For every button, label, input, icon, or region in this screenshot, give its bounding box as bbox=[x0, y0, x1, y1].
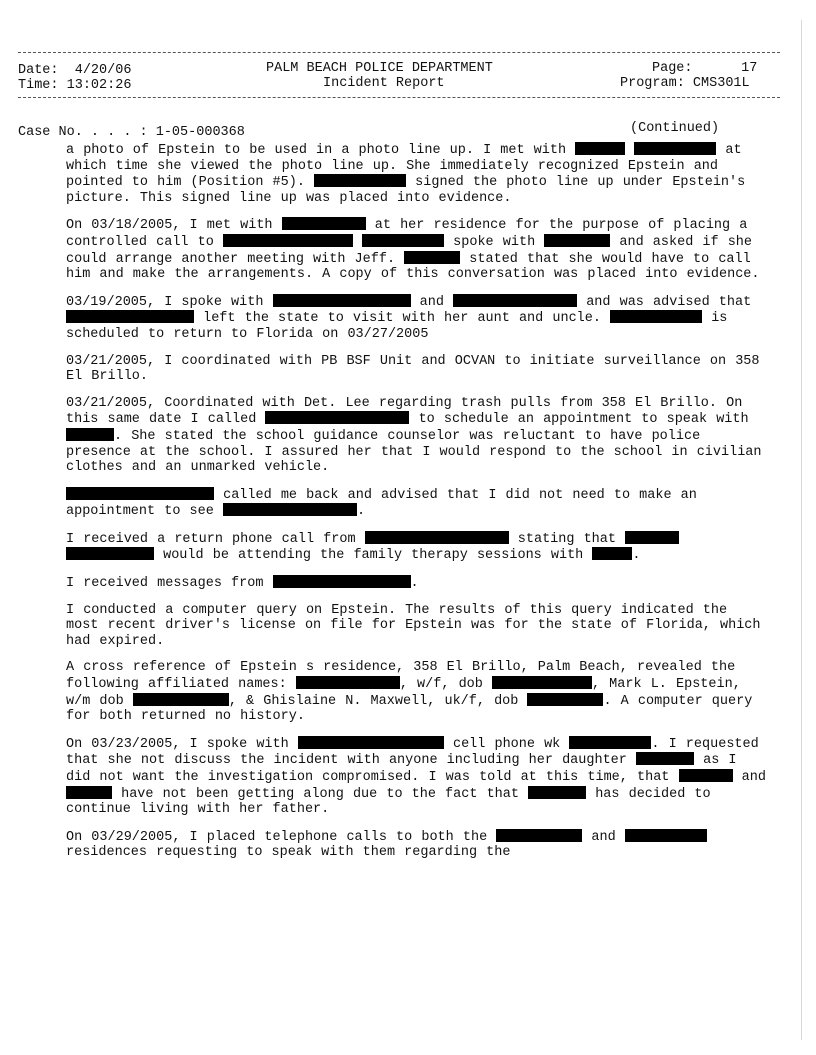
redaction-block bbox=[453, 294, 577, 307]
redaction-block bbox=[66, 786, 112, 799]
narrative-paragraph: On 03/18/2005, I met with at her residence for the purpose of placing a controlled call to spoke with and asked if she could arrange another meeting with Jeff. stated that she would have to call him and make the arrangements. A copy of this conversation was placed into evidence. bbox=[66, 218, 760, 283]
program-label: Program: bbox=[620, 76, 685, 91]
redaction-block bbox=[273, 294, 411, 307]
redaction-block bbox=[625, 531, 679, 544]
redaction-block bbox=[575, 142, 625, 155]
time-row bbox=[18, 79, 131, 93]
narrative-paragraph: 03/19/2005, I spoke with and and was advised that left the state to visit with her aunt and uncle. is scheduled to return to Florida on 03/27/2005 bbox=[66, 294, 752, 342]
redaction-block bbox=[636, 752, 694, 765]
case-label: Case No. . . . : bbox=[18, 125, 148, 140]
narrative-paragraph: called me back and advised that I did not need to make an appointment to see . bbox=[66, 487, 697, 520]
narrative-paragraph: 03/21/2005, Coordinated with Det. Lee regarding trash pulls from 358 El Brillo. On this same date I called to schedule an appointment to speak with . She stated the school guidance counselor was reluctant to have police presence at the school. I assured her that I would respond to the school in civilian clothes and an unmarked vehicle. bbox=[66, 395, 762, 476]
redaction-block bbox=[365, 531, 509, 544]
redaction-block bbox=[625, 829, 707, 842]
narrative-paragraph: I received a return phone call from stating that would be attending the family therapy sessions with . bbox=[66, 531, 766, 564]
date-label: Date: bbox=[18, 63, 59, 78]
scan-edge-line bbox=[801, 20, 802, 1040]
narrative-paragraph: I received messages from . bbox=[66, 576, 419, 592]
page-row bbox=[652, 62, 757, 76]
redaction-block bbox=[66, 487, 214, 500]
redaction-block bbox=[223, 503, 357, 516]
redaction-block bbox=[528, 786, 586, 799]
page-label: Page: bbox=[652, 61, 693, 76]
date-row bbox=[18, 64, 131, 78]
redaction-block bbox=[66, 428, 114, 441]
redaction-block bbox=[362, 234, 444, 247]
redaction-block bbox=[273, 575, 411, 588]
time-label: Time: bbox=[18, 78, 59, 93]
narrative-paragraph: a photo of Epstein to be used in a photo line up. I met with at which time she viewed the photo line up. She immediately recognized Epstein and pointed to him (Position #5). signed the photo line up under Epstein's picture. This signed line up was placed into evidence. bbox=[66, 143, 746, 206]
header-top-rule bbox=[18, 52, 780, 53]
redaction-block bbox=[634, 142, 716, 155]
redaction-block bbox=[66, 310, 194, 323]
program-row bbox=[620, 77, 750, 91]
narrative-paragraph: A cross reference of Epstein s residence, 358 El Brillo, Palm Beach, revealed the following affiliated names: , w/f, dob , Mark L. Epstein, w/m dob , & Ghislaine N. Maxwell, uk/f, dob . A computer query for both returned no history. bbox=[66, 660, 753, 725]
report-time: 13:02:26 bbox=[66, 78, 132, 93]
department-name: PALM BEACH POLICE DEPARTMENT bbox=[266, 61, 493, 76]
redaction-block bbox=[296, 676, 400, 689]
report-date: 4/20/06 bbox=[74, 63, 132, 78]
redaction-block bbox=[404, 251, 460, 264]
continued-label: (Continued) bbox=[630, 121, 720, 136]
narrative-paragraph: On 03/23/2005, I spoke with cell phone wk . I requested that she not discuss the incident with anyone including her daughter as I did not want the investigation compromised. I was told at this time, that and have not been getting along due to the fact that has decided to continue living with her father. bbox=[66, 736, 766, 818]
redaction-block bbox=[592, 547, 632, 560]
redaction-block bbox=[544, 234, 610, 247]
redaction-block bbox=[610, 310, 702, 323]
redaction-block bbox=[265, 411, 409, 424]
narrative-paragraph: On 03/29/2005, I placed telephone calls to both the and residences requesting to speak with them regarding the bbox=[66, 829, 766, 861]
redaction-block bbox=[679, 769, 733, 782]
redaction-block bbox=[492, 676, 592, 689]
redaction-block bbox=[298, 736, 444, 749]
redaction-block bbox=[569, 736, 651, 749]
report-type: Incident Report bbox=[323, 76, 445, 91]
narrative-paragraph: I conducted a computer query on Epstein. The results of this query indicated the most recent driver's license on file for Epstein was for the state of Florida, which had expired. bbox=[66, 602, 761, 649]
program-code: CMS301L bbox=[692, 76, 750, 91]
redaction-block bbox=[314, 174, 406, 187]
report-narrative bbox=[66, 126, 766, 872]
narrative-paragraph: 03/21/2005, I coordinated with PB BSF Unit and OCVAN to initiate surveillance on 358 El Brillo. bbox=[66, 353, 760, 385]
redaction-block bbox=[496, 829, 582, 842]
page-number: 17 bbox=[741, 61, 758, 76]
redaction-block bbox=[66, 547, 154, 560]
redaction-block bbox=[282, 217, 366, 230]
header-bottom-rule bbox=[18, 97, 780, 98]
redaction-block bbox=[133, 693, 229, 706]
redaction-block bbox=[527, 693, 603, 706]
case-number: 1-05-000368 bbox=[155, 125, 245, 140]
redaction-block bbox=[223, 234, 353, 247]
